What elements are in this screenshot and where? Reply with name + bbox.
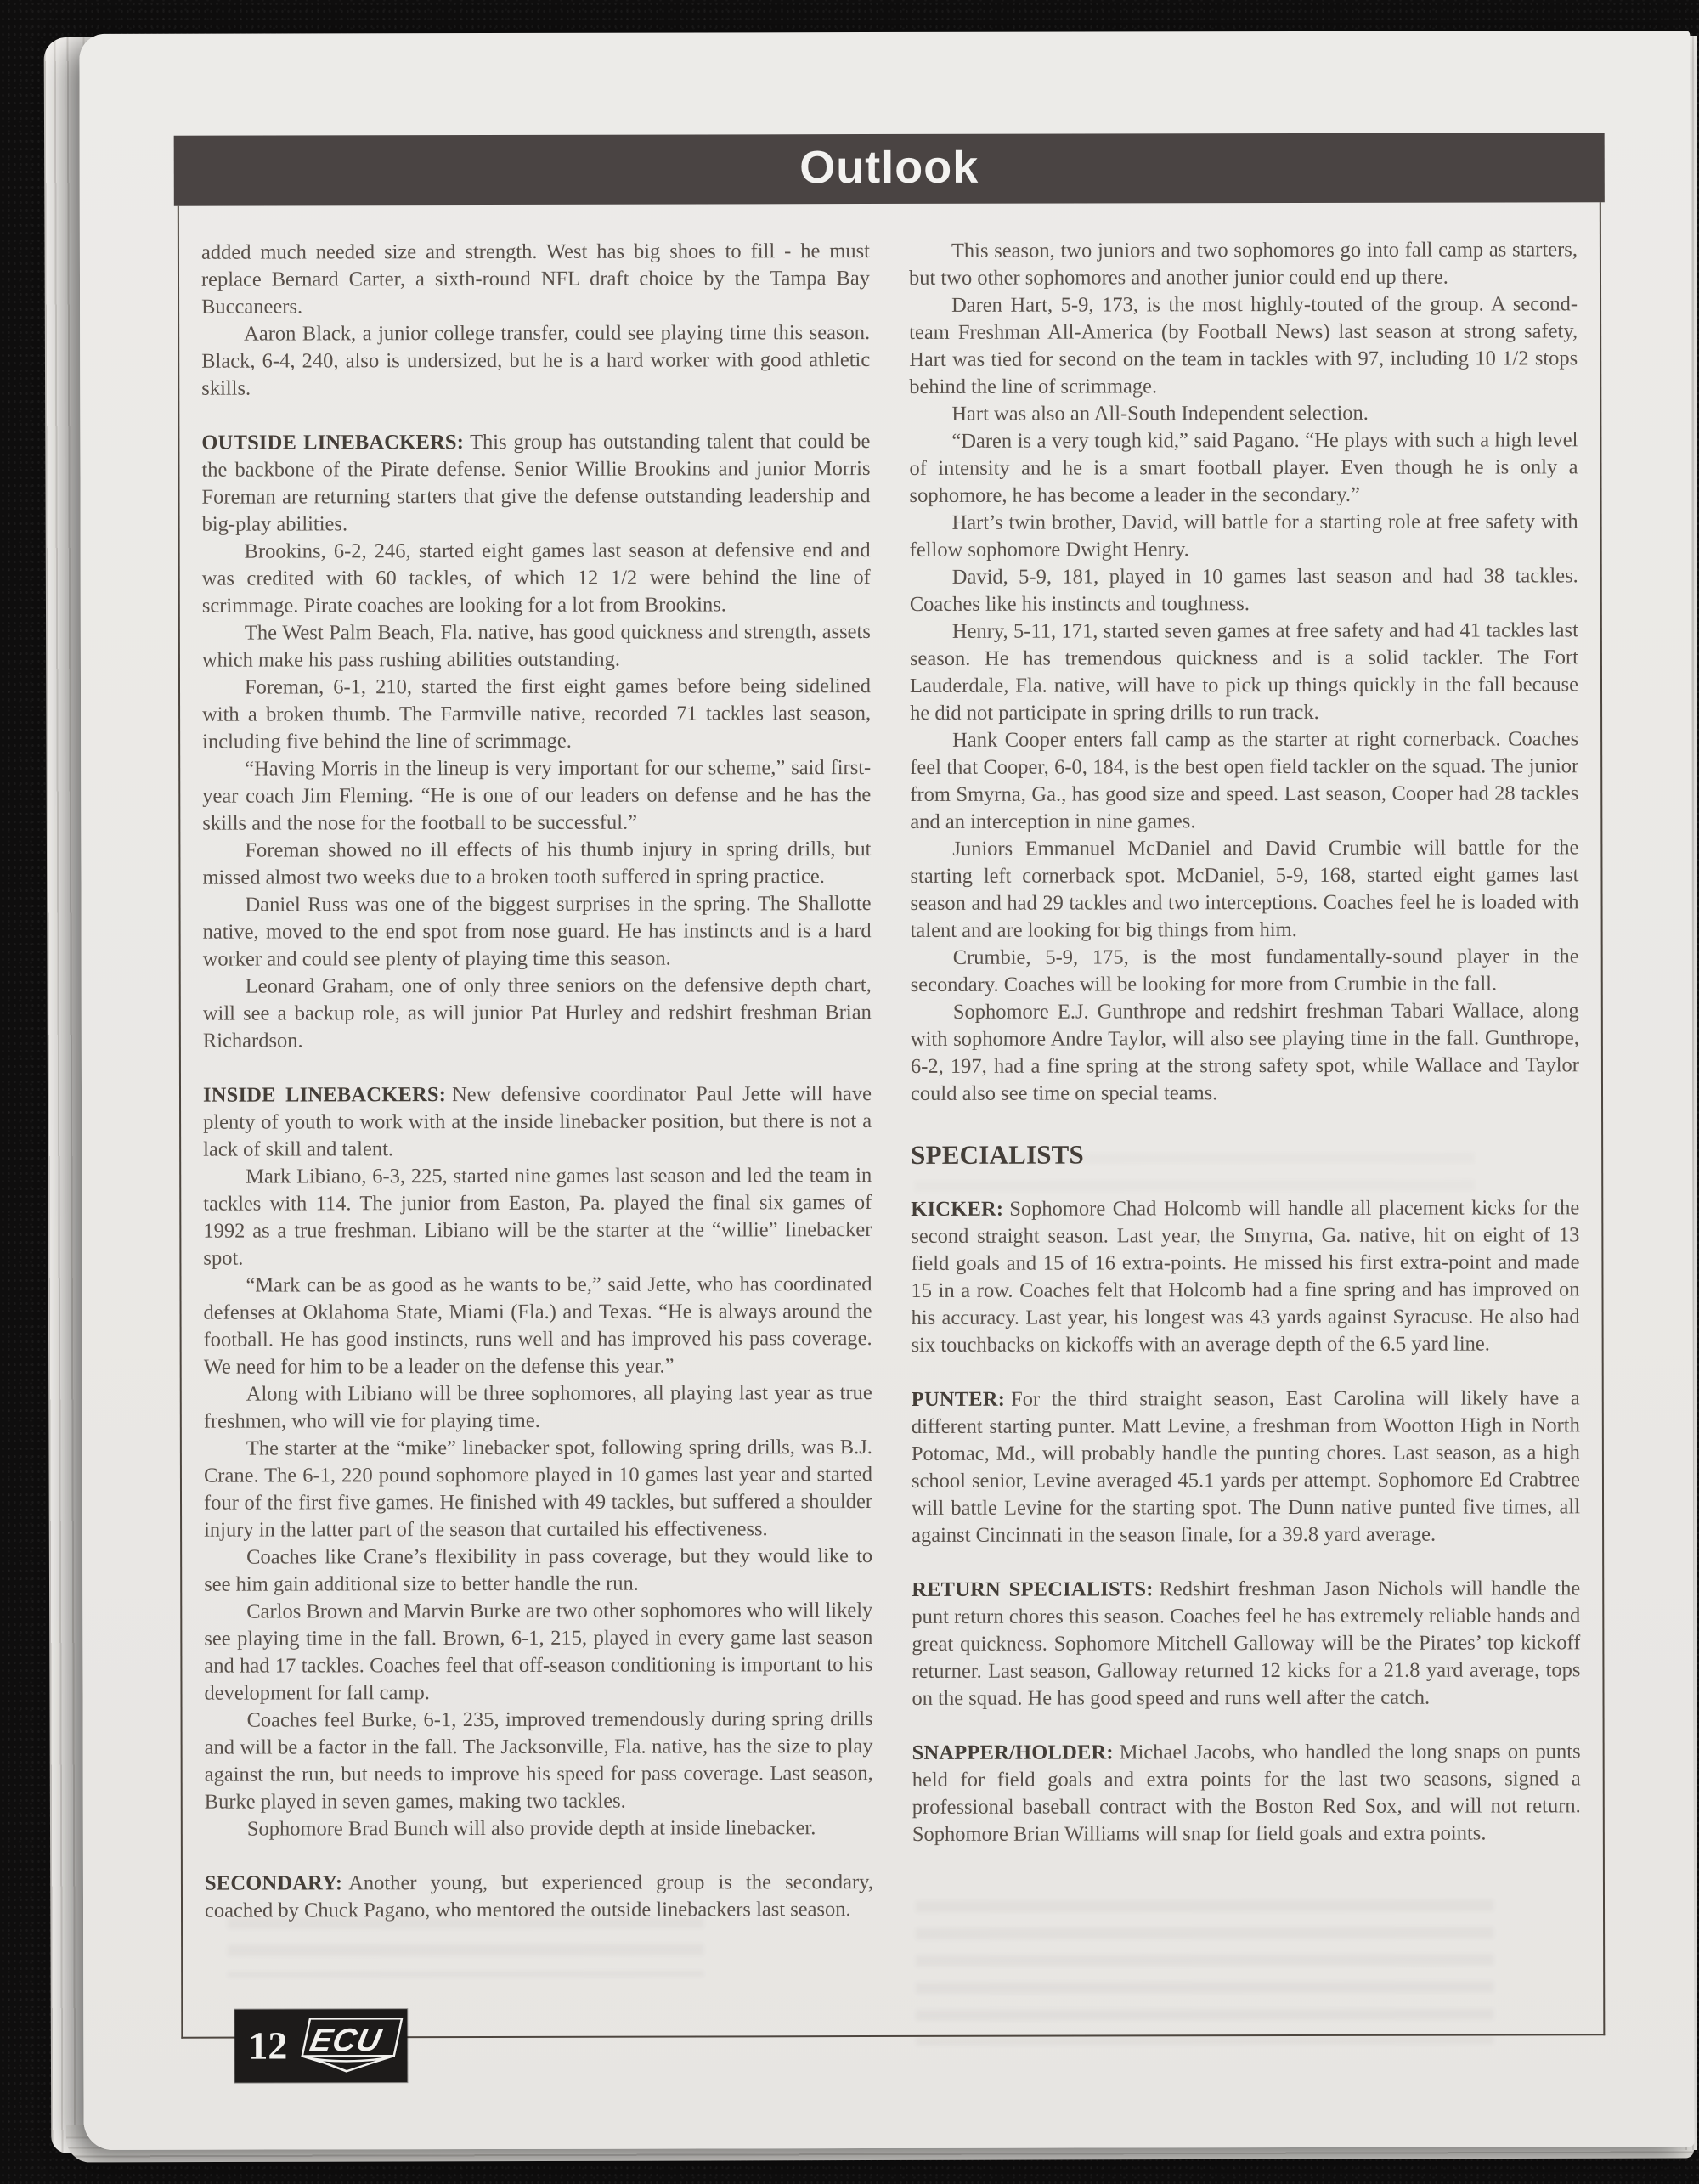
page-number: 12 <box>248 2023 288 2068</box>
paragraph-label: SNAPPER/HOLDER: <box>912 1741 1114 1764</box>
page-title: Outlook <box>799 141 979 194</box>
labeled-paragraph: SECONDARY: Another young, but experienced group is the secondary, coached by Chuck Pagano, who mentored the outside linebackers last season. <box>204 1871 873 1922</box>
paragraph: Sophomore E.J. Gunthrope and redshirt freshman Tabari Wallace, along with sophomore Andre Taylor, will also see playing time in the fall. Gunthrope, 6-2, 197, had a fine spring at the strong safety spot, while Wallace and Taylor could also see time on special teams. <box>910 999 1579 1105</box>
paragraph: Hank Cooper enters fall camp as the starter at right cornerback. Coaches feel that Cooper, 6-0, 184, is the best open field tackler on the squad. The junior from Smyrna, Ga., has good size and speed. Last season, Cooper had 28 tackles and an interception in nine games. <box>910 727 1579 833</box>
page-sheet <box>79 31 1694 2150</box>
paragraph: David, 5-9, 181, played in 10 games last season and had 38 tackles. Coaches like his instincts and toughness. <box>909 564 1578 616</box>
paragraph: Crumbie, 5-9, 175, is the most fundamentally-sound player in the secondary. Coaches will be looking for more from Crumbie in the fall. <box>910 945 1579 996</box>
paragraph-label: PUNTER: <box>911 1387 1006 1411</box>
paragraph: added much needed size and strength. West has big shoes to fill - he must replace Bernard Carter, a sixth-round NFL draft choice by the Tampa Bay Buccaneers. <box>200 240 871 319</box>
paragraph: Brookins, 6-2, 246, started eight games last season at defensive end and was credited with 60 tackles, of which 12 1/2 were behind the line of scrimmage. Pirate coaches are looking for a lot from Brookins. <box>201 539 871 618</box>
labeled-paragraph: INSIDE LINEBACKERS: New defensive coordinator Paul Jette will have plenty of youth to work with at the inside linebacker position, but there is not a lack of skill and talent. <box>202 1082 872 1161</box>
paragraph: Foreman showed no ill effects of his thumb injury in spring drills, but missed almost two weeks due to a broken tooth suffered in spring practice. <box>202 838 872 889</box>
paragraph: Daren Hart, 5-9, 173, is the most highly-touted of the group. A second-team Freshman All-America (by Football News) last season at strong safety, Hart was tied for second on the team in tackles with 97, including 10 1/2 stops behind the line of scrimmage. <box>909 292 1578 398</box>
svg-text:ECU: ECU <box>307 2022 386 2058</box>
section-header-bar <box>174 133 1605 206</box>
paragraph-label: SECONDARY: <box>204 1871 343 1895</box>
paragraph: Henry, 5-11, 171, started seven games at free safety and had 41 tackles last season. He has tremendous quickness and is a solid tackler. The Fort Lauderdale, Fla. native, will have to pick up things quickly in the fall because he did not participate in spring drills to run track. <box>909 618 1579 725</box>
paragraph: Foreman, 6-1, 210, started the first eight games before being sidelined with a broken thumb. The Farmville native, recorded 71 tackles last season, including five behind the line of scrimmage. <box>202 674 872 753</box>
paragraph: “Having Morris in the lineup is very important for our scheme,” said first-year coach Jim Fleming. “He is one of our leaders on defense and he has the skills and the nose for the football to be successful.” <box>202 756 872 835</box>
paragraph: Coaches like Crane’s flexibility in pass coverage, but they would like to see him gain additional size to better handle the run. <box>204 1544 873 1596</box>
paragraph: Sophomore Brad Bunch will also provide depth at inside linebacker. <box>246 1816 816 1841</box>
paragraph: Hart’s twin brother, David, will battle for a starting role at free safety with fellow sophomore Dwight Henry. <box>909 510 1578 562</box>
paragraph: “Mark can be as good as he wants to be,” said Jette, who has coordinated defenses at Oklahoma State, Miami (Fla.) and Texas. “He is always around the football. He has good instincts, runs well and has improved his pass coverage. We need for him to be a leader on the defense this year.” <box>203 1273 872 1379</box>
footer-page-tag <box>234 2009 407 2082</box>
paragraph: Mark Libiano, 6-3, 225, started nine games last season and led the team in tackles with 114. The junior from Easton, Pa. played the final six games of 1992 as a true freshman. Libiano will be the starter at the “willie” linebacker spot. <box>203 1164 872 1270</box>
paragraph-label: KICKER: <box>911 1197 1004 1221</box>
paragraph: The starter at the “mike” linebacker spot, following spring drills, was B.J. Crane. The 6-1, 220 pound sophomore played in 10 games last year and started four of the first five games. He finished with 49 tackles, but suffered a shoulder injury in the latter part of the season that curtailed his effectiveness. <box>203 1436 873 1542</box>
paragraph-label: SPECIALISTS <box>911 1139 1084 1170</box>
two-column-text-area <box>179 202 1604 2036</box>
paragraph: Daniel Russ was one of the biggest surprises in the spring. The Shallotte native, moved to the end spot from nose guard. He has instincts and is a hard worker and could see plenty of playing time this season. <box>202 892 872 971</box>
text-column-left <box>201 238 873 2023</box>
paragraph: This season, two juniors and two sophomores go into fall camp as starters, but two other sophomores and another junior could end up there. <box>908 238 1578 290</box>
paragraph: “Daren is a very tough kid,” said Pagano. “He plays with such a high level of intensity and he is a smart football player. Even though he is only a sophomore, he has become a leader in the secondary.” <box>909 428 1578 507</box>
labeled-paragraph: OUTSIDE LINEBACKERS: This group has outstanding talent that could be the backbone of the Pirate defense. Senior Willie Brookins and junior Morris Foreman are returning starters that give the defense outstanding leadership and big-play abilities. <box>201 430 871 536</box>
paragraph: Juniors Emmanuel McDaniel and David Crumbie will battle for the starting left cornerback spot. McDaniel, 5-9, 168, started eight games last season and had 29 tackles and two interceptions. Coaches feel he is loaded with talent and are looking for big things from him. <box>910 836 1579 942</box>
paragraph: Carlos Brown and Marvin Burke are two other sophomores who will likely see playing time in the fall. Brown, 6-1, 215, played in every game last season and had 17 tackles. Coaches feel that off-season conditioning is important to his development for fall camp. <box>204 1599 873 1705</box>
paragraph: Leonard Graham, one of only three seniors on the defensive depth chart, will see a backup role, as will junior Pat Hurley and redshirt freshman Brian Richardson. <box>202 973 872 1052</box>
labeled-paragraph: SNAPPER/HOLDER: Michael Jacobs, who handled the long snaps on punts held for field goals and extra points for the last two seasons, signed a professional baseball contract with the Boston Red Sox, and will not return. Sophomore Brian Williams will snap for field goals and extra points. <box>912 1740 1581 1846</box>
paragraph: Aaron Black, a junior college transfer, could see playing time this season. Black, 6-4, 240, also is undersized, but he is a hard worker with good athletic skills. <box>201 321 871 400</box>
text-column-right <box>909 236 1581 2022</box>
labeled-paragraph: RETURN SPECIALISTS: Redshirt freshman Jason Nichols will handle the punt return chores this season. Coaches feel he has extremely reliable hands and great quickness. Sophomore Mitchell Galloway will be the Pirates’ top kickoff returner. Last season, Galloway returned 12 kicks for a 21.8 yard average, tops on the squad. He has good speed and runs well after the catch. <box>912 1577 1581 1710</box>
labeled-paragraph: KICKER: Sophomore Chad Holcomb will handle all placement kicks for the second straight season. Last year, the Smyrna, Ga. native, hit on eight of 13 field goals and 15 of 16 extra-points. He missed his first extra-point and made 15 in a row. Coaches felt that Holcomb had a fine spring and has improved on his accuracy. Last year, his longest was 43 yards against Syracuse. He also had six touchbacks on kickoffs with an average depth of the 6.5 yard line. <box>911 1196 1580 1357</box>
paragraph: The West Palm Beach, Fla. native, has good quickness and strength, assets which make his pass rushing abilities outstanding. <box>201 620 871 672</box>
labeled-paragraph: PUNTER: For the third straight season, East Carolina will likely have a different starting punter. Matt Levine, a freshman from Wootton High in North Potomac, Md., will probably handle the punting chores. Last season, as a high school senior, Levine averaged 45.1 yards per attempt. Sophomore Ed Crabtree will battle Levine for the starting spot. The Dunn native punted five times, all against Cincinnati in the season finale, for a 39.8 yard average. <box>911 1386 1581 1547</box>
paragraph-label: INSIDE LINEBACKERS: <box>202 1083 447 1107</box>
text-frame-rule <box>178 202 1606 2039</box>
paragraph: Along with Libiano will be three sophomores, all playing last year as true freshmen, who will vie for playing time. <box>203 1381 872 1433</box>
ecu-logo-icon <box>297 2013 409 2079</box>
paragraph-label: OUTSIDE LINEBACKERS: <box>201 431 465 454</box>
paragraph: Hart was also an All-South Independent selection. <box>951 401 1369 426</box>
paragraph-label: RETURN SPECIALISTS: <box>912 1577 1154 1601</box>
section-heading <box>911 1140 1579 1169</box>
paragraph: Coaches feel Burke, 6-1, 235, improved tremendously during spring drills and will be a factor in the fall. The Jacksonville, Fla. native, has the size to play against the run, but needs to improve his speed for pass coverage. Last season, Burke played in seven games, making two tackles. <box>204 1707 873 1814</box>
